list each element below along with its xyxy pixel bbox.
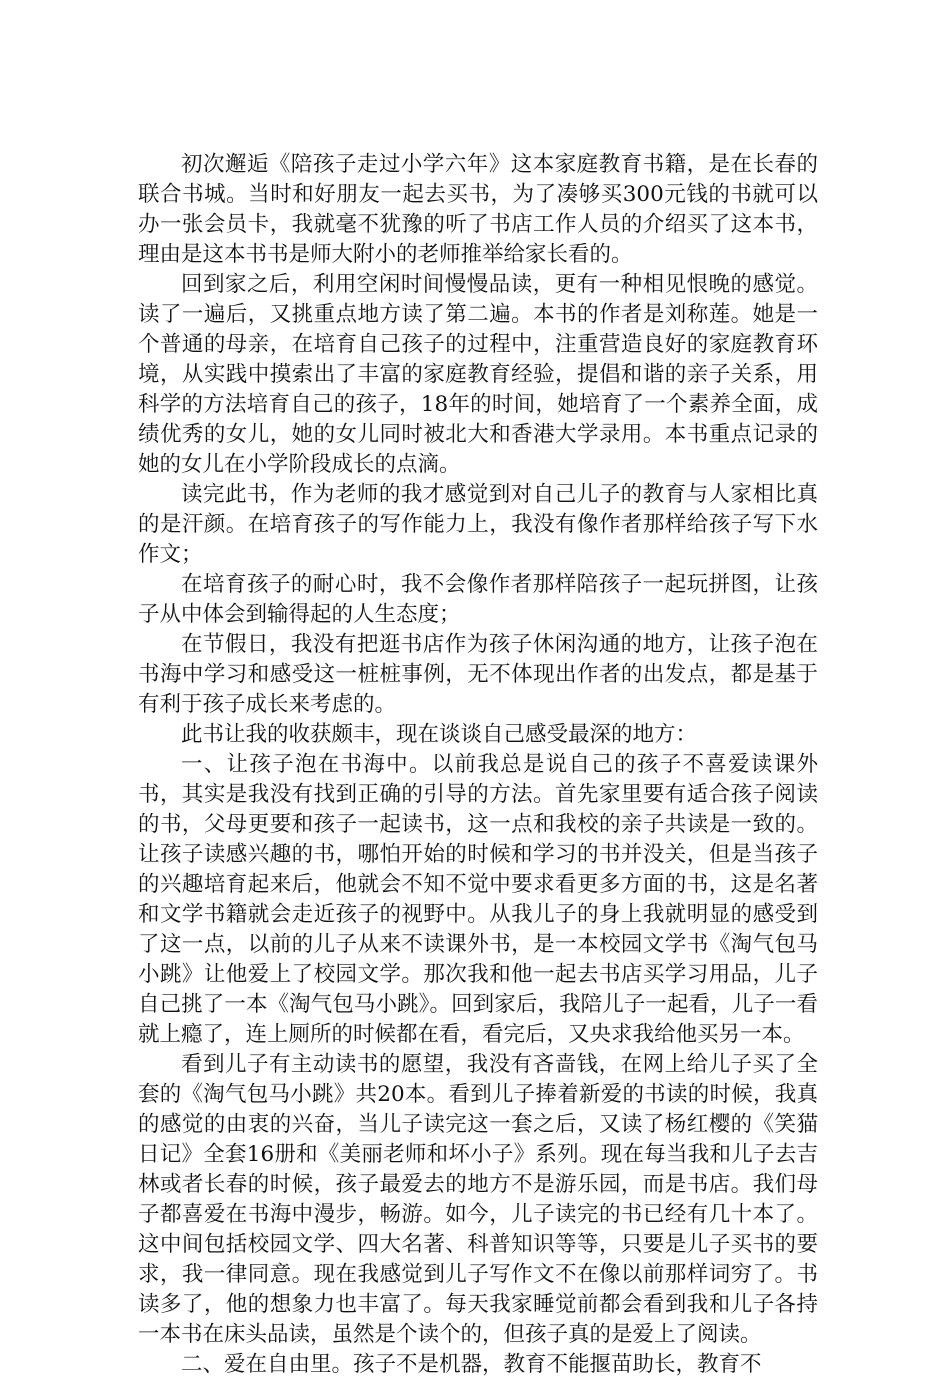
paragraph-8: 看到儿子有主动读书的愿望，我没有吝啬钱，在网上给儿子买了全套的《淘气包马小跳》共20本。看到儿子捧着新爱的书读的时候，我真的感觉的由衷的兴奋，当儿子读完这一套之后，又读了杨红樱的《笑猫日记》全套16册和《美丽老师和坏小子》系列。现在每当我和儿子去吉林或者长春的时候，孩子最爱去的地方不是游乐园，而是书店。我们母子都喜爱在书海中漫步，畅游。如今，儿子读完的书已经有几十本了。这中间包括校园文学、四大名著、科普知识等等，只要是儿子买书的要求，我一律同意。现在我感觉到儿子写作文不在像以前那样词穷了。书读多了，他的想象力也丰富了。每天我家睡觉前都会看到我和儿子各持一本书在床头品读，虽然是个读个的，但孩子真的是爱上了阅读。	[138, 1052, 818, 1347]
paragraph-3: 读完此书，作为老师的我才感觉到对自己儿子的教育与人家相比真的是汗颜。在培育孩子的写作能力上，我没有像作者那样给孩子写下水作文；	[138, 482, 818, 567]
paragraph-6: 此书让我的收获颇丰，现在谈谈自己感受最深的地方：	[181, 722, 698, 747]
paragraph-2: 回到家之后，利用空闲时间慢慢品读，更有一种相见恨晚的感觉。读了一遍后，又挑重点地方读了第二遍。本书的作者是刘称莲。她是一个普通的母亲，在培育自己孩子的过程中，注重营造良好的家庭教育环境，从实践中摸索出了丰富的家庭教育经验，提倡和谐的亲子关系，用科学的方法培育自己的孩子，18年的时间，她培育了一个素养全面，成绩优秀的女儿，她的女儿同时被北大和香港大学录用。本书重点记录的她的女儿在小学阶段成长的点滴。	[138, 272, 818, 477]
paragraph-9: 二、爱在自由里。孩子不是机器，教育不能揠苗助长，教育不	[181, 1352, 762, 1377]
article-body	[138, 150, 818, 1380]
paragraph-4: 在培育孩子的耐心时，我不会像作者那样陪孩子一起玩拼图，让孩子从中体会到输得起的人生态度；	[138, 572, 818, 627]
paragraph-7: 一、让孩子泡在书海中。以前我总是说自己的孩子不喜爱读课外书，其实是我没有找到正确的引导的方法。首先家里要有适合孩子阅读的书，父母更要和孩子一起读书，这一点和我校的亲子共读是一致的。让孩子读感兴趣的书，哪怕开始的时候和学习的书并没关，但是当孩子的兴趣培育起来后，他就会不知不觉中要求看更多方面的书，这是名著和文学书籍就会走近孩子的视野中。从我儿子的身上我就明显的感受到了这一点，以前的儿子从来不读课外书，是一本校园文学书《淘气包马小跳》让他爱上了校园文学。那次我和他一起去书店买学习用品，儿子自己挑了一本《淘气包马小跳》。回到家后，我陪儿子一起看，儿子一看就上瘾了，连上厕所的时候都在看，看完后，又央求我给他买另一本。	[138, 752, 818, 1047]
paragraph-5: 在节假日，我没有把逛书店作为孩子休闲沟通的地方，让孩子泡在书海中学习和感受这一桩桩事例，无不体现出作者的出发点，都是基于有利于孩子成长来考虑的。	[138, 632, 818, 717]
paragraph-1: 初次邂逅《陪孩子走过小学六年》这本家庭教育书籍，是在长春的联合书城。当时和好朋友一起去买书，为了凑够买300元钱的书就可以办一张会员卡，我就毫不犹豫的听了书店工作人员的介绍买了这本书，理由是这本书书是师大附小的老师推举给家长看的。	[138, 152, 818, 267]
